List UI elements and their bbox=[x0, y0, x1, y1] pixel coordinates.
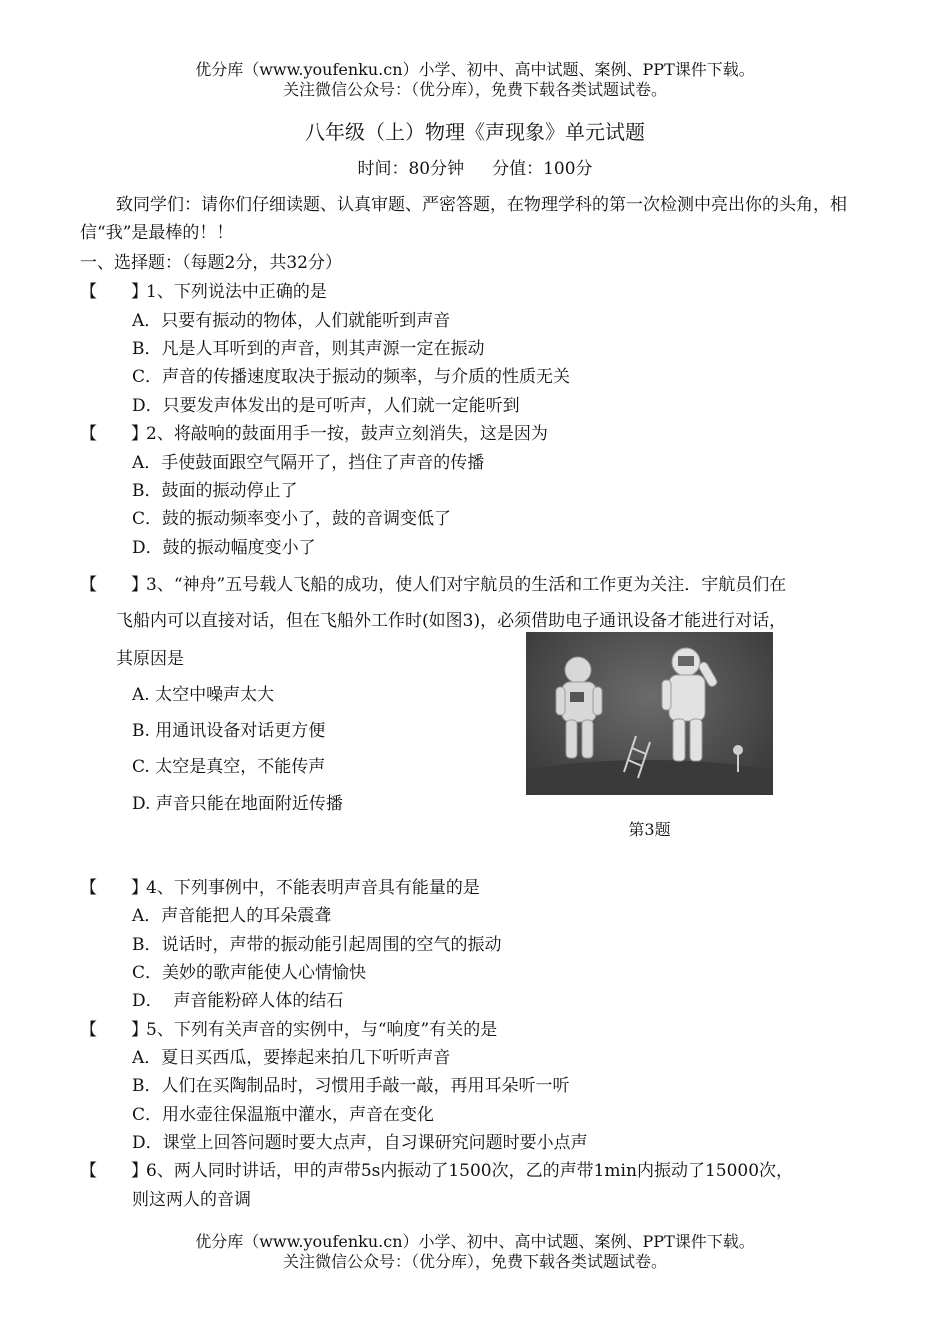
header-line-2: 关注微信公众号：（优分库），免费下载各类试题试卷。 bbox=[282, 80, 667, 99]
question-stem: 1、下列说法中正确的是 bbox=[146, 282, 327, 302]
option-b: B. 用通讯设备对话更方便 bbox=[132, 721, 326, 741]
header-line-1: 优分库（www.youfenku.cn）小学、初中、高中试题、案例、PPT课件下载。 bbox=[195, 60, 755, 79]
astronauts-photo bbox=[526, 632, 773, 795]
option-d: D．课堂上回答问题时要大点声，自习课研究问题时要小点声 bbox=[132, 1133, 588, 1153]
question-1 bbox=[80, 277, 327, 302]
option-b: B．人们在买陶制品时，习惯用手敲一敲，再用耳朵听一听 bbox=[132, 1076, 570, 1096]
option-b: B．凡是人耳听到的声音，则其声源一定在振动 bbox=[132, 339, 485, 359]
question-stem: 2、将敲响的鼓面用手一按，鼓声立刻消失，这是因为 bbox=[146, 424, 548, 444]
figure-caption: 第3题 bbox=[628, 820, 671, 839]
option-d: D．鼓的振动幅度变小了 bbox=[132, 538, 316, 558]
exam-title: 八年级（上）物理《声现象》单元试题 bbox=[305, 120, 645, 144]
question-stem-line-2: 飞船内可以直接对话，但在飞船外工作时(如图3)，必须借助电子通讯设备才能进行对话， bbox=[116, 611, 787, 631]
answer-bracket: 【 】 bbox=[80, 424, 148, 444]
question-5 bbox=[80, 1015, 497, 1040]
intro-paragraph: 致同学们：请你们仔细读题、认真审题、严密答题，在物理学科的第一次检测中亮出你的头角，相信“我”是最棒的！！ bbox=[80, 195, 847, 243]
option-a: A．只要有振动的物体，人们就能听到声音 bbox=[132, 311, 451, 331]
footer-line-1: 优分库（www.youfenku.cn）小学、初中、高中试题、案例、PPT课件下载。 bbox=[195, 1232, 755, 1251]
option-d: D． 声音能粉碎人体的结石 bbox=[132, 991, 344, 1011]
option-d: D. 声音只能在地面附近传播 bbox=[132, 794, 343, 814]
option-c: C．声音的传播速度取决于振动的频率，与介质的性质无关 bbox=[132, 367, 571, 387]
answer-bracket: 【 】 bbox=[80, 282, 148, 302]
exam-meta bbox=[0, 154, 950, 179]
question-stem: 5、下列有关声音的实例中，与“响度”有关的是 bbox=[146, 1020, 498, 1040]
astronauts-illustration bbox=[526, 632, 773, 795]
option-c: C. 太空是真空，不能传声 bbox=[132, 757, 326, 777]
exam-score: 分值：100分 bbox=[492, 159, 593, 179]
option-b: B．鼓面的振动停止了 bbox=[132, 481, 298, 501]
answer-bracket: 【 】 bbox=[80, 878, 148, 898]
option-a: A．声音能把人的耳朵震聋 bbox=[132, 906, 332, 926]
page-footer bbox=[0, 1232, 950, 1272]
answer-bracket: 【 】 bbox=[80, 1020, 148, 1040]
question-6 bbox=[80, 1156, 793, 1181]
answer-bracket: 【 】 bbox=[80, 575, 148, 595]
option-c: C．美妙的歌声能使人心情愉快 bbox=[132, 963, 367, 983]
question-2 bbox=[80, 419, 548, 444]
section-heading: 一、选择题：（每题2分，共32分） bbox=[80, 253, 342, 273]
option-d: D．只要发声体发出的是可听声，人们就一定能听到 bbox=[132, 396, 520, 416]
option-a: A．夏日买西瓜，要捧起来拍几下听听声音 bbox=[132, 1048, 451, 1068]
option-c: C．鼓的振动频率变小了，鼓的音调变低了 bbox=[132, 509, 452, 529]
question-stem: 3、“神舟”五号载人飞船的成功，使人们对宇航员的生活和工作更为关注．宇航员们在 bbox=[146, 575, 787, 595]
answer-bracket: 【 】 bbox=[80, 1161, 148, 1181]
question-stem: 6、两人同时讲话，甲的声带5s内振动了1500次，乙的声带1min内振动了15000次， bbox=[146, 1161, 794, 1181]
question-stem-line-2: 则这两人的音调 bbox=[132, 1190, 251, 1210]
option-a: A. 太空中噪声太大 bbox=[132, 685, 275, 705]
question-stem: 4、下列事例中，不能表明声音具有能量的是 bbox=[146, 878, 480, 898]
footer-line-2: 关注微信公众号：（优分库），免费下载各类试题试卷。 bbox=[282, 1252, 667, 1271]
question-4 bbox=[80, 873, 480, 898]
exam-time: 时间：80分钟 bbox=[357, 159, 465, 179]
question-3 bbox=[80, 570, 786, 595]
question-stem-line-3: 其原因是 bbox=[116, 649, 184, 669]
page-header bbox=[0, 60, 950, 100]
option-a: A．手使鼓面跟空气隔开了，挡住了声音的传播 bbox=[132, 453, 485, 473]
option-b: B．说话时，声带的振动能引起周围的空气的振动 bbox=[132, 935, 502, 955]
option-c: C．用水壶往保温瓶中灌水，声音在变化 bbox=[132, 1105, 435, 1125]
